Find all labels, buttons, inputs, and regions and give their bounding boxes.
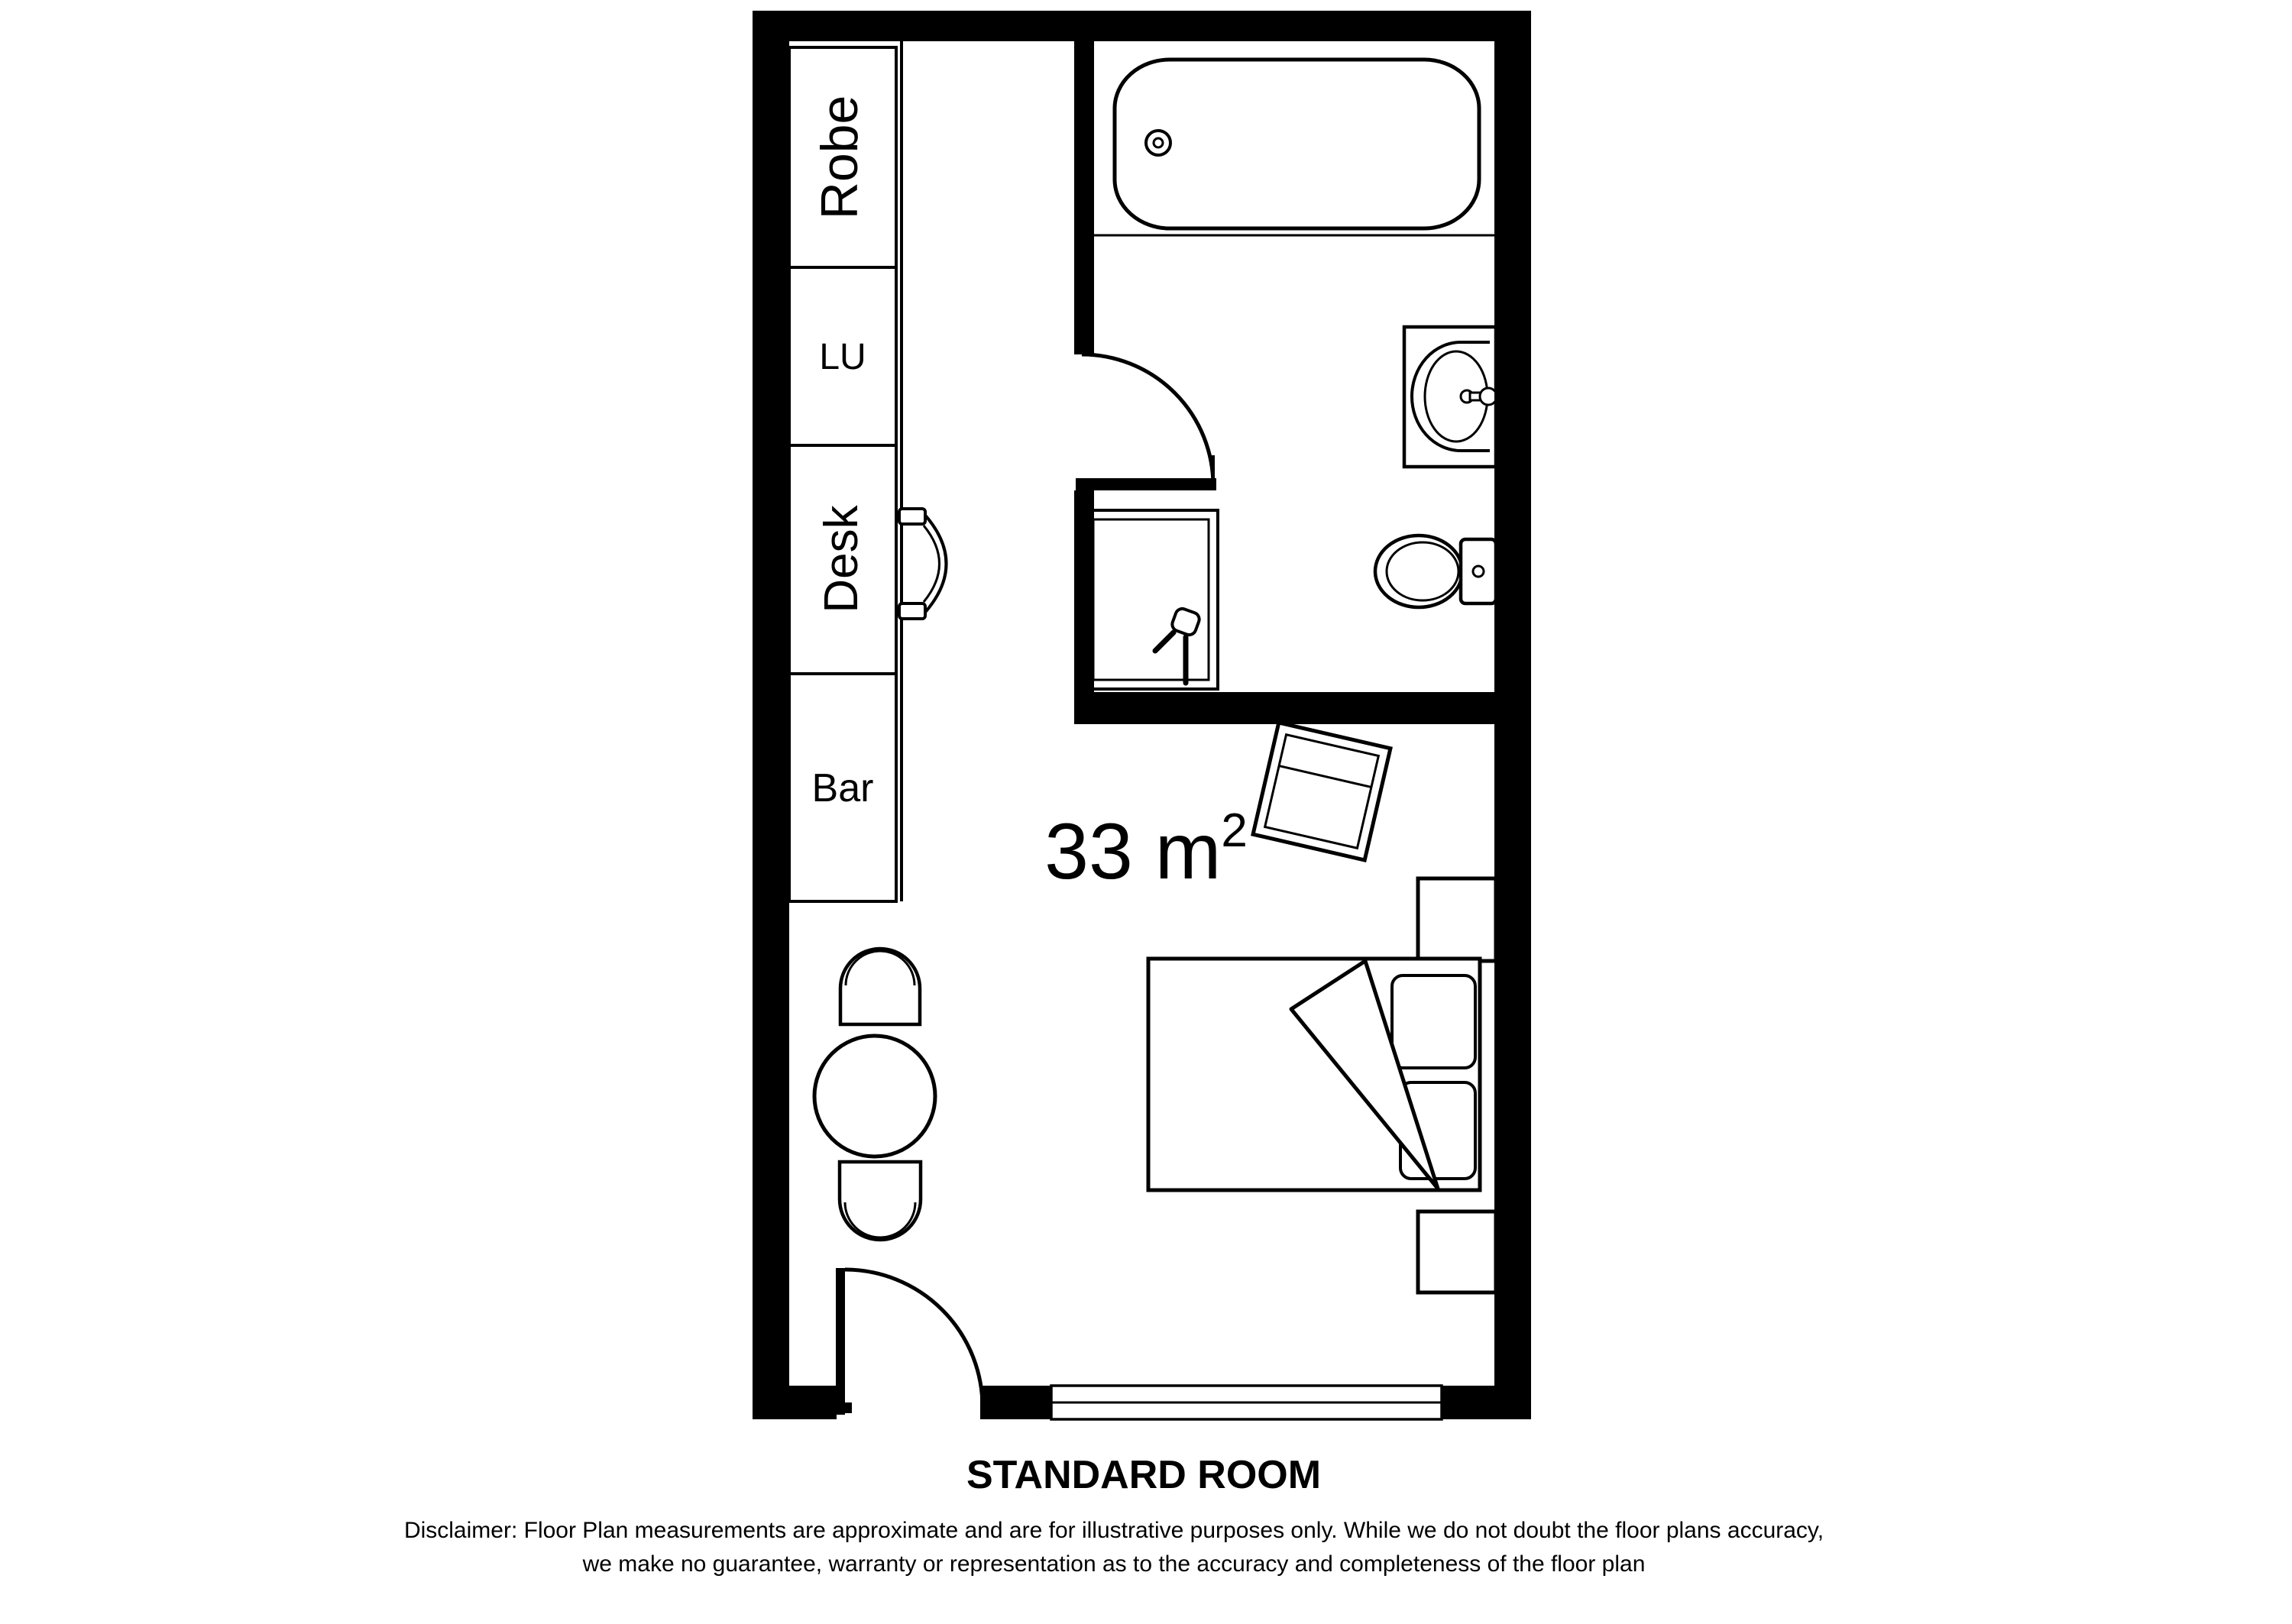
closet-label-bar: Bar <box>811 766 874 810</box>
chair-bottom <box>840 1162 921 1240</box>
bathroom-wall-lower <box>1074 490 1094 692</box>
disclaimer-line-1: Disclaimer: Floor Plan measurements are approximate and are for illustrative purposes only. While we do not doubt the floor plans accuracy, <box>403 1518 1824 1543</box>
bathtub-faucet <box>1146 131 1170 155</box>
outer-wall-bottom <box>753 1386 837 1419</box>
bedside-table-bottom <box>1418 1212 1496 1292</box>
entry-door-leaf <box>836 1268 845 1415</box>
outer-wall-bottom <box>1442 1386 1531 1419</box>
disclaimer-line-2: we make no guarantee, warranty or representation as to the accuracy and completeness of the floor plan <box>582 1551 1646 1577</box>
bathroom-wall-shower-top <box>1076 478 1216 490</box>
window <box>1051 1386 1442 1419</box>
outer-wall-top <box>753 11 1531 41</box>
outer-wall-left <box>753 11 789 1419</box>
vanity-sink <box>1404 327 1497 467</box>
plan-title: STANDARD ROOM <box>966 1453 1322 1497</box>
outer-wall-right <box>1494 11 1531 1419</box>
dining-table <box>814 1036 935 1157</box>
outer-wall-bottom <box>980 1386 1051 1419</box>
pillow <box>1392 975 1475 1068</box>
armchair <box>1253 723 1390 860</box>
toilet <box>1375 535 1496 607</box>
chair-top <box>840 949 920 1024</box>
room-area-label <box>1044 804 1248 896</box>
closet-label-robe: Robe <box>811 95 869 220</box>
closet-label-desk: Desk <box>815 505 868 613</box>
bathroom-wall-upper <box>1074 41 1094 354</box>
closet-label-lu: LU <box>819 337 866 377</box>
bedside-table-top <box>1418 878 1496 961</box>
area-value: 33 m <box>1044 807 1222 896</box>
bathroom-wall-bottom <box>1074 692 1494 724</box>
area-superscript: 2 <box>1221 804 1248 857</box>
